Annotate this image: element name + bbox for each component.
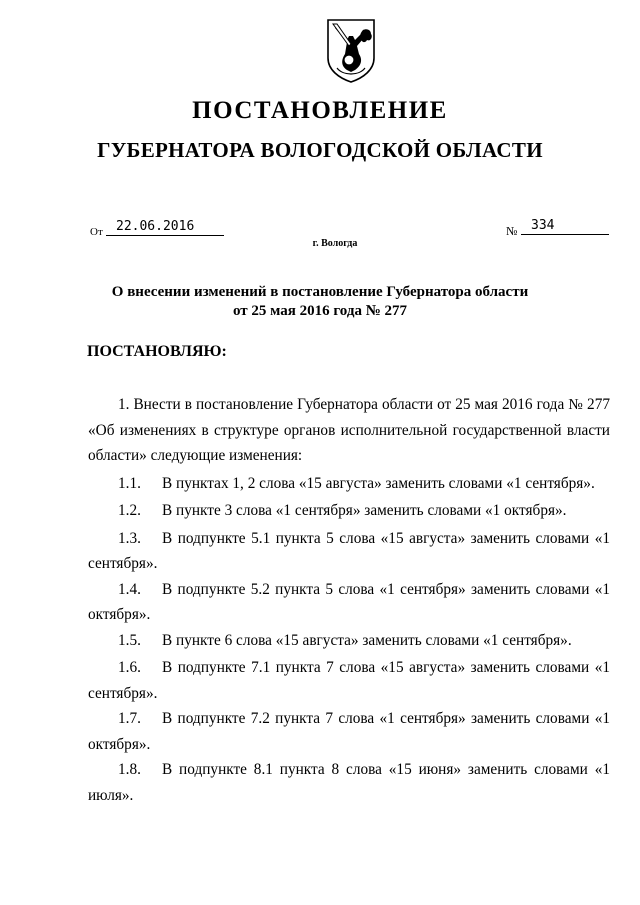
- list-item: [88, 471, 610, 497]
- subject-line-1: О внесении изменений в постановление Губернатора области: [111, 284, 529, 300]
- document-number: 334: [521, 218, 609, 235]
- item-text: В пунктах 1, 2 слова «15 августа» заменить словами «1 сентября».: [162, 474, 595, 492]
- document-subtitle: ГУБЕРНАТОРА ВОЛОГОДСКОЙ ОБЛАСТИ: [97, 138, 543, 162]
- item-text: В пункте 6 слова «15 августа» заменить словами «1 сентября».: [162, 631, 572, 649]
- list-item: [88, 757, 610, 808]
- list-item: [88, 706, 610, 757]
- number-prefix: №: [506, 224, 518, 238]
- item-text: В подпункте 8.1 пункта 8 слова «15 июня» заменить словами «1 июля».: [88, 761, 610, 804]
- subject-line-2: от 25 мая 2016 года № 277: [232, 303, 408, 319]
- decree-word: ПОСТАНОВЛЯЮ:: [87, 343, 227, 360]
- item-number: 1.5.: [118, 631, 141, 649]
- document-body: [88, 392, 610, 808]
- document-date: 22.06.2016: [106, 219, 224, 236]
- list-item: [88, 577, 610, 628]
- list-item: [88, 628, 610, 654]
- item-text: В подпункте 7.1 пункта 7 слова «15 августа» заменить словами «1 сентября».: [88, 659, 610, 702]
- item-text: В подпункте 7.2 пункта 7 слова «1 сентября» заменить словами «1 октября».: [88, 710, 610, 753]
- item-text: В подпункте 5.2 пункта 5 слова «1 сентября» заменить словами «1 октября».: [88, 580, 610, 623]
- item-number: 1.4.: [118, 580, 141, 598]
- list-item: [88, 498, 610, 524]
- list-item: [88, 526, 610, 577]
- item-number: 1.1.: [118, 474, 141, 492]
- item-number: 1.7.: [118, 710, 141, 727]
- item-text: В подпункте 5.1 пункта 5 слова «15 августа» заменить словами «1 сентября».: [88, 529, 610, 572]
- coat-of-arms-icon: [325, 18, 377, 84]
- item-number: 1.2.: [118, 502, 141, 519]
- list-item: [88, 655, 610, 706]
- item-number: 1.8.: [118, 761, 141, 778]
- item-number: 1.6.: [118, 659, 141, 676]
- document-title: ПОСТАНОВЛЕНИЕ: [192, 97, 448, 124]
- paragraph-1: 1. Внести в постановление Губернатора области от 25 мая 2016 года № 277 «Об изменениях в структуре органов исполнительной государственной власти области» следующие изменения:: [88, 396, 610, 464]
- document-city: г. Вологда: [312, 238, 358, 249]
- document-subject: [0, 283, 640, 321]
- item-text: В пункте 3 слова «1 сентября» заменить словами «1 октября».: [162, 502, 567, 519]
- item-number: 1.3.: [118, 529, 141, 547]
- date-prefix: От: [90, 226, 103, 238]
